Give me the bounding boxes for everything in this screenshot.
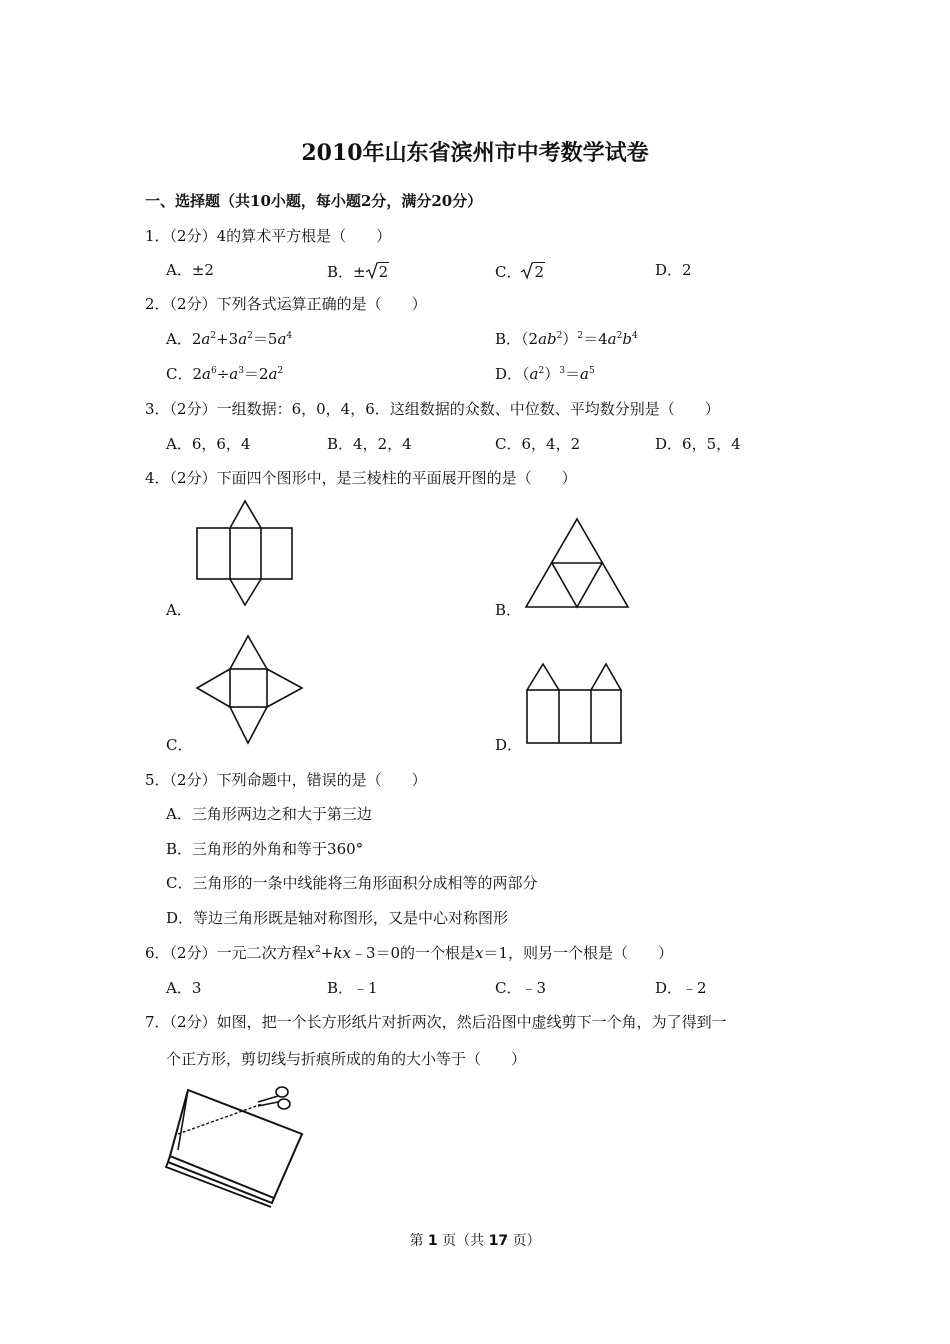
question-3-option-b: B．4，2，4 xyxy=(327,435,412,453)
figure-b-label: B． xyxy=(495,601,522,619)
question-1-option-b xyxy=(327,259,389,282)
question-5-option-a: A．三角形两边之和大于第三边 xyxy=(166,805,372,823)
folded-paper-scissors-figure xyxy=(160,1076,310,1206)
figure-a-label: A． xyxy=(166,601,192,619)
figure-a-net xyxy=(190,498,300,610)
question-6-option-b: B．﹣1 xyxy=(327,979,378,997)
question-7-line-2: 个正方形，剪切线与折痕所成的角的大小等于（ ） xyxy=(166,1050,527,1068)
question-3-option-a: A．6，6，4 xyxy=(166,435,251,453)
question-2-option-d: D．$(a^2)^3=a^5$ xyxy=(495,365,595,383)
question-2-option-a: A．$2a^2+3a^2=5a^4$ xyxy=(166,330,293,348)
figure-b-net xyxy=(520,515,635,611)
figure-c-net xyxy=(192,632,308,748)
question-6-option-a: A．3 xyxy=(166,979,202,997)
current-page-number: 1 xyxy=(427,1233,438,1249)
question-7-line-1: 7．（2分）如图，把一个长方形纸片对折两次，然后沿图中虚线剪下一个角，为了得到一 xyxy=(145,1013,727,1031)
footer-suffix: 页） xyxy=(508,1233,541,1249)
figure-d-net xyxy=(522,660,626,748)
question-5-option-b: B．三角形的外角和等于360° xyxy=(166,840,364,858)
question-1-option-c xyxy=(495,259,545,282)
question-6-option-c: C．﹣3 xyxy=(495,979,547,997)
sqrt-symbol xyxy=(521,259,545,281)
question-5-option-d: D．等边三角形既是轴对称图形，又是中心对称图形 xyxy=(166,909,509,927)
figure-c-label: C． xyxy=(166,736,193,754)
option-b-label: B．± xyxy=(327,263,366,281)
footer-middle: 页（共 xyxy=(437,1233,489,1249)
question-3-option-c: C．6，4，2 xyxy=(495,435,581,453)
radicand: 2 xyxy=(534,263,545,281)
page-footer xyxy=(0,1230,950,1250)
question-4-stem: 4．（2分）下面四个图形中，是三棱柱的平面展开图的是（ ） xyxy=(145,469,577,487)
question-3-option-d: D．6，5，4 xyxy=(655,435,741,453)
question-6-stem: 6．（2分）一元二次方程$x^2+kx﹣3=0$的一个根是x＝1，则另一个根是（ ） xyxy=(145,944,674,962)
question-2-option-b: B．$(2ab^2)^2=4a^2b^4$ xyxy=(495,330,638,348)
radicand: 2 xyxy=(378,263,389,281)
page-title: 2010年山东省滨州市中考数学试卷 xyxy=(301,140,649,166)
option-c-label: C． xyxy=(495,263,522,281)
question-1-option-a: A．±2 xyxy=(166,261,214,279)
total-pages: 17 xyxy=(488,1233,509,1249)
question-5-stem: 5．（2分）下列命题中，错误的是（ ） xyxy=(145,771,427,789)
question-1-stem: 1．（2分）4的算术平方根是（ ） xyxy=(145,227,392,245)
question-2-option-c: C．$2a^6\div a^3=2a^2$ xyxy=(166,365,284,383)
figure-d-label: D． xyxy=(495,736,523,754)
question-2-stem: 2．（2分）下列各式运算正确的是（ ） xyxy=(145,295,427,313)
question-3-stem: 3．（2分）一组数据：6，0，4，6．这组数据的众数、中位数、平均数分别是（ ） xyxy=(145,400,720,418)
footer-prefix: 第 xyxy=(409,1233,428,1249)
question-6-option-d: D．﹣2 xyxy=(655,979,707,997)
question-5-option-c: C．三角形的一条中线能将三角形面积分成相等的两部分 xyxy=(166,874,538,892)
section-heading: 一、选择题（共10小题，每小题2分，满分20分） xyxy=(145,192,483,210)
question-1-option-d: D．2 xyxy=(655,261,692,279)
sqrt-symbol xyxy=(366,259,390,281)
